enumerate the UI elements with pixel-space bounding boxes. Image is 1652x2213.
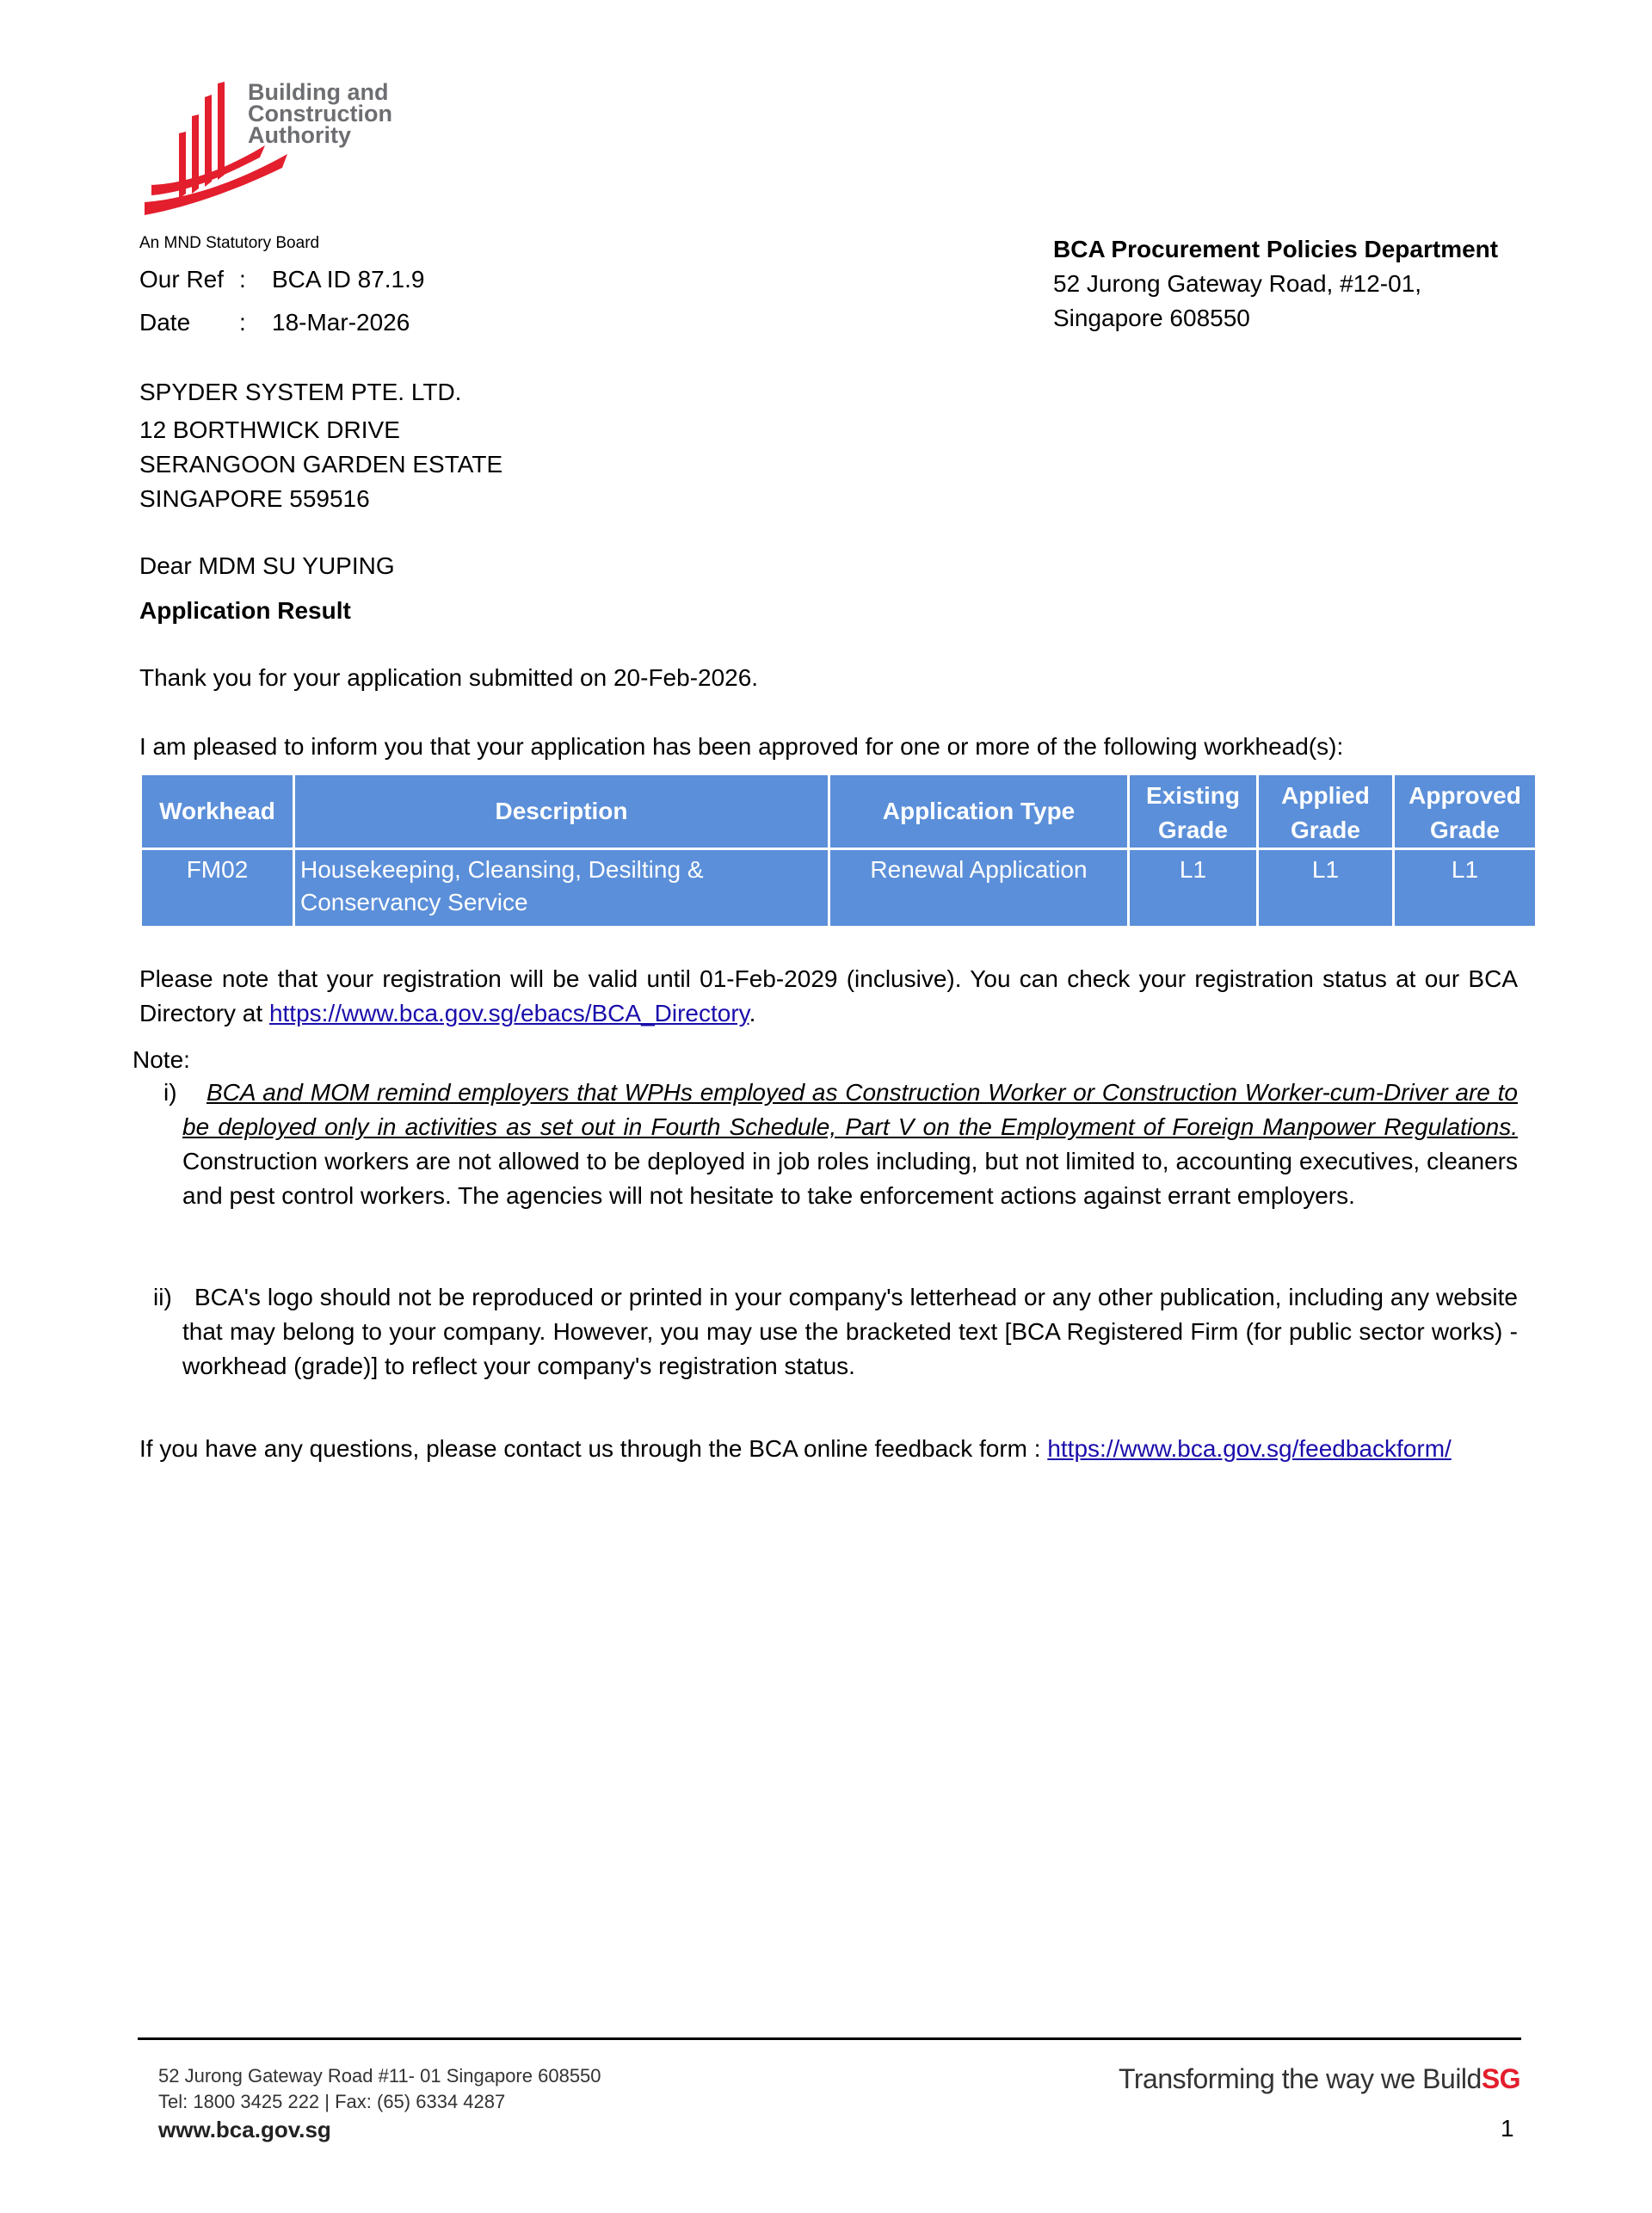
footer-address: 52 Jurong Gateway Road #11- 01 Singapore 608550 <box>158 2065 601 2087</box>
para-validity: Please note that your registration will be valid until 01-Feb-2029 (inclusive). You can check your registration status at our BCA Directory at https://www.bca.gov.sg/ebacs/BCA_Directory. <box>139 965 1518 1026</box>
sender-dept: BCA Procurement Policies Department <box>1053 236 1499 262</box>
recipient-address-1: 12 BORTHWICK DRIVE <box>139 416 400 443</box>
note-ii-text: BCA's logo should not be reproduced or printed in your company's letterhead or any other publication, including any website that may belong to your company. However, you may use the bracketed text [BCA Registered Firm (for public sector works) - workhead (grade)] to reflect your company's registration status. <box>182 1284 1518 1379</box>
para-thank-you: Thank you for your application submitted on 20-Feb-2026. <box>139 664 759 691</box>
para-contact: If you have any questions, please contact us through the BCA online feedback form : https://www.bca.gov.sg/feedbackform/ <box>139 1435 1452 1462</box>
subject: Application Result <box>139 597 351 624</box>
para-approved: I am pleased to inform you that your application has been approved for one or more of the following workhead(s): <box>139 733 1344 760</box>
recipient-address-3: SINGAPORE 559516 <box>139 485 370 512</box>
date-value: 18-Mar-2026 <box>272 309 410 336</box>
feedback-form-link[interactable]: https://www.bca.gov.sg/feedbackform/ <box>1047 1435 1452 1462</box>
header-description: Description <box>294 774 829 849</box>
cell-workhead: FM02 <box>141 849 294 928</box>
ref-colon: : <box>239 266 246 293</box>
recipient-company: SPYDER SYSTEM PTE. LTD. <box>139 379 462 405</box>
salutation: Dear MDM SU YUPING <box>139 552 395 579</box>
table-row <box>141 849 1537 928</box>
cell-existing-grade: L1 <box>1129 849 1258 928</box>
bca-directory-link[interactable]: https://www.bca.gov.sg/ebacs/BCA_Directory <box>268 1000 749 1026</box>
header-applied-grade: Applied Grade <box>1258 774 1394 849</box>
footer-tel: Tel: 1800 3425 222 | Fax: (65) 6334 4287 <box>158 2091 506 2112</box>
note-i-marker: i) <box>163 1079 177 1106</box>
note-ii-marker: ii) <box>153 1284 172 1310</box>
header-workhead: Workhead <box>141 774 294 849</box>
statutory-board-label: An MND Statutory Board <box>139 234 320 252</box>
footer-divider <box>138 2037 1521 2040</box>
cell-description: Housekeeping, Cleansing, Desilting & Conservancy Service <box>294 849 829 928</box>
date-label: Date <box>139 309 191 336</box>
cell-applied-grade: L1 <box>1258 849 1394 928</box>
note-label: Note: <box>133 1046 190 1073</box>
recipient-address-2: SERANGOON GARDEN ESTATE <box>139 451 503 478</box>
sender-address-2: Singapore 608550 <box>1053 305 1250 331</box>
date-colon: : <box>239 309 246 336</box>
cell-application-type: Renewal Application <box>829 849 1129 928</box>
sender-address-1: 52 Jurong Gateway Road, #12-01, <box>1053 270 1422 297</box>
header-approved-grade: Approved Grade <box>1394 774 1537 849</box>
footer-web: www.bca.gov.sg <box>158 2117 331 2142</box>
logo-wordmark: Building and Construction Authority <box>248 79 392 148</box>
header-application-type: Application Type <box>829 774 1129 849</box>
ref-value: BCA ID 87.1.9 <box>272 266 425 293</box>
footer-tagline: Transforming the way we BuildSG <box>1119 2063 1521 2094</box>
note-i-text: BCA and MOM remind employers that WPHs employed as Construction Worker or Construction Worker-cum-Driver are to be deployed only in activities as set out in Fourth Schedule, Part V on the Employment of Foreign Manpower Regulations. Construction workers are not allowed to be deployed in job roles including, but not limited to, accounting executives, cleaners and pest control workers. The agencies will not hesitate to take enforcement actions against errant employers. <box>182 1079 1518 1209</box>
header-existing-grade: Existing Grade <box>1129 774 1258 849</box>
page-number: 1 <box>1501 2115 1514 2142</box>
table-header-row <box>141 774 1537 849</box>
ref-label: Our Ref <box>139 266 225 293</box>
cell-approved-grade: L1 <box>1394 849 1537 928</box>
workhead-table <box>139 773 1538 928</box>
